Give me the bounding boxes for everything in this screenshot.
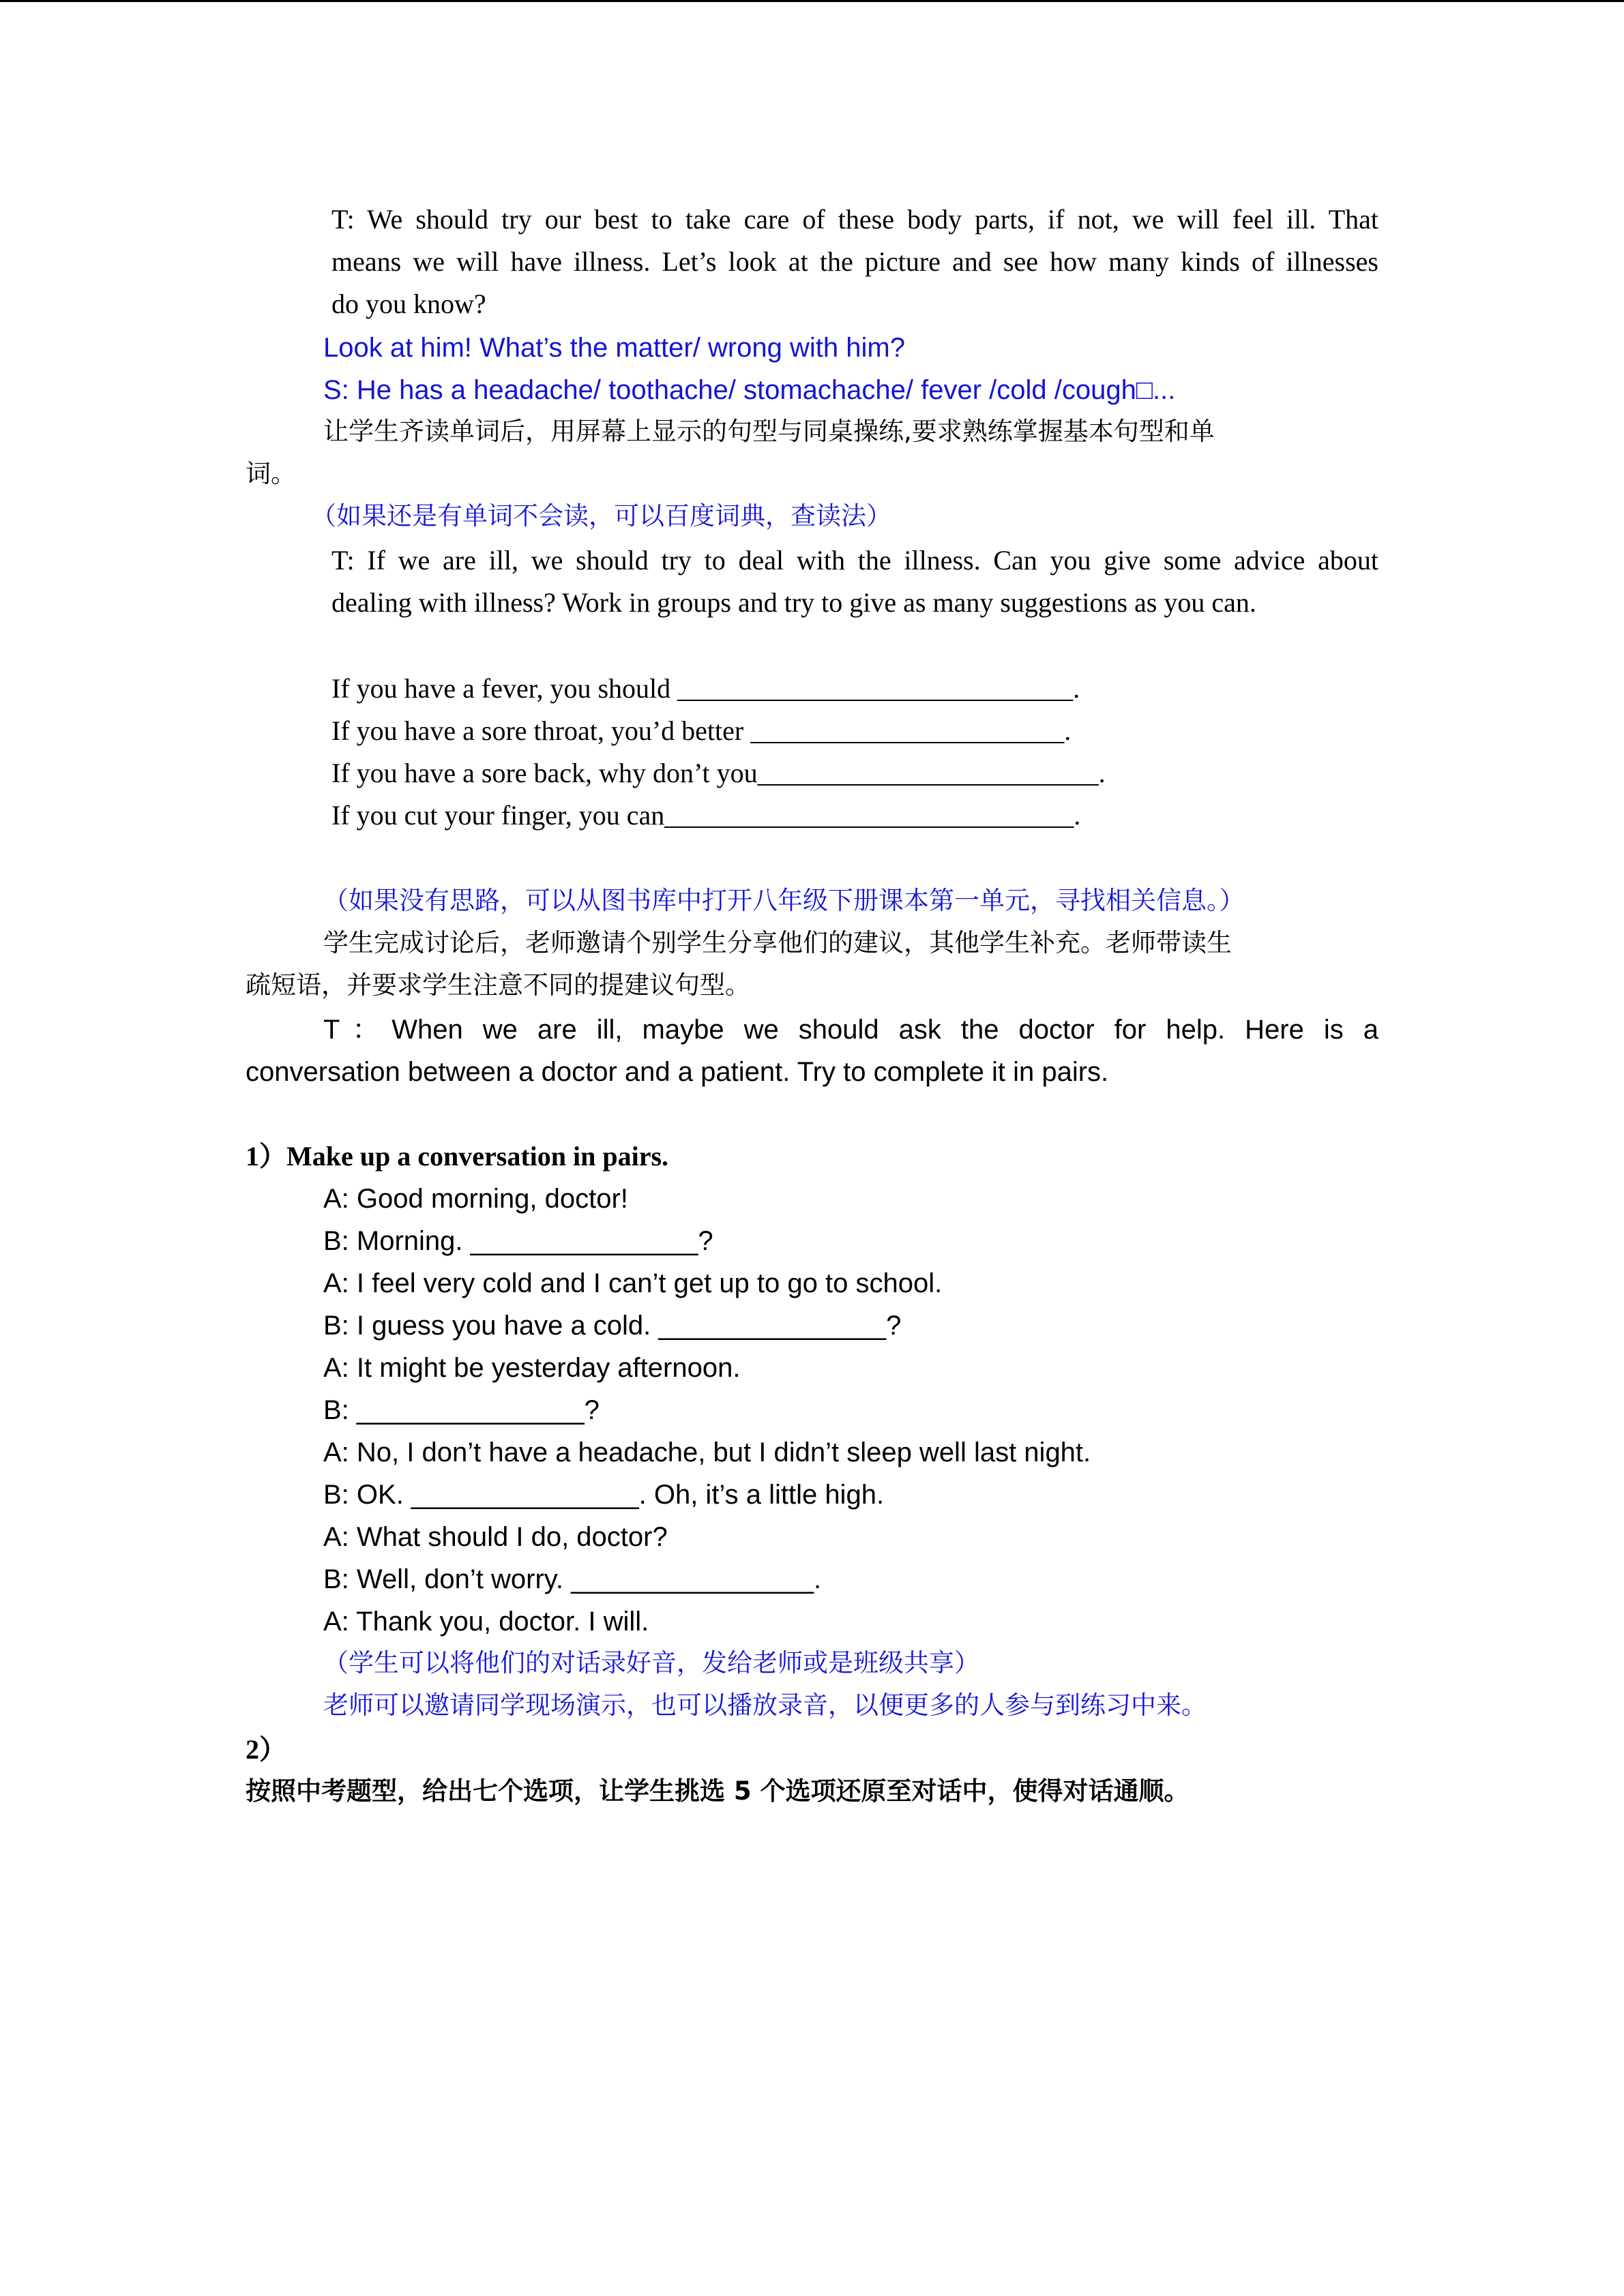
dialogue-line-2: B: Morning. _______________?	[323, 1226, 713, 1256]
dialogue-line-8: B: OK. _______________. Oh, it’s a little high.	[323, 1480, 885, 1510]
dialogue-line-1: A: Good morning, doctor!	[323, 1184, 628, 1214]
tip-2: （如果没有思路，可以从图书库中打开八年级下册课本第一单元，寻找相关信息。）	[323, 886, 1245, 915]
section-2-title: 2）	[246, 1734, 286, 1765]
blank-sentence-3: If you have a sore back, why don’t you_________________________.	[331, 758, 1106, 788]
tip-1: （如果还是有单词不会读，可以百度词典，查读法）	[311, 501, 891, 531]
dialogue-line-5: A: It might be yesterday afternoon.	[323, 1353, 741, 1383]
dialogue-line-4: B: I guess you have a cold. _______________?	[323, 1311, 902, 1341]
dialogue-line-7: A: No, I don’t have a headache, but I didn’t sleep well last night.	[323, 1437, 1091, 1467]
tip-3: （学生可以将他们的对话录好音，发给老师或是班级共享）	[323, 1648, 979, 1678]
conversation-intro-line-2: conversation between a doctor and a patient. Try to complete it in pairs.	[246, 1057, 1109, 1087]
intro-line-1: T: We should try our best to take care of these body parts, if not, we will feel ill. That	[331, 204, 1378, 235]
section-1-title: 1）Make up a conversation in pairs.	[246, 1141, 669, 1172]
page-top-border	[0, 0, 1624, 2]
section-2-text: 按照中考题型，给出七个选项，让学生挑选 5 个选项还原至对话中，使得对话通顺。	[246, 1776, 1190, 1806]
conversation-intro-line-1: T：When we are ill, maybe we should ask the doctor for help. Here is a	[323, 1015, 1378, 1045]
tip-4: 老师可以邀请同学现场演示，也可以播放录音，以便更多的人参与到练习中来。	[323, 1690, 1207, 1720]
intro-line-2: means we will have illness. Let’s look at the picture and see how many kinds of illnesses	[331, 246, 1378, 277]
advice-line-2: dealing with illness? Work in groups and try to give as many suggestions as you can.	[331, 587, 1256, 618]
dialogue-line-6: B: _______________?	[323, 1395, 600, 1425]
dialogue-line-10: B: Well, don’t worry. ________________.	[323, 1564, 822, 1594]
instruction-1-line-2: 词。	[246, 459, 296, 488]
advice-line-1: T: If we are ill, we should try to deal with the illness. Can you give some advice about	[331, 545, 1378, 576]
instruction-2-line-2: 疏短语，并要求学生注意不同的提建议句型。	[246, 970, 750, 1000]
dialogue-line-9: A: What should I do, doctor?	[323, 1522, 668, 1552]
dialogue-line-11: A: Thank you, doctor. I will.	[323, 1607, 649, 1637]
dialogue-line-3: A: I feel very cold and I can’t get up to go to school.	[323, 1268, 943, 1298]
answer-line: S: He has a headache/ toothache/ stomachache/ fever /cold /cough□...	[323, 375, 1176, 405]
intro-line-3: do you know?	[331, 288, 486, 319]
blank-sentence-4: If you cut your finger, you can______________________________.	[331, 800, 1081, 831]
instruction-1-line-1: 让学生齐读单词后，用屏幕上显示的句型与同桌操练,要求熟练掌握基本句型和单	[323, 417, 1215, 446]
blank-sentence-2: If you have a sore throat, you’d better _______________________.	[331, 715, 1072, 746]
blank-sentence-1: If you have a fever, you should _____________________________.	[331, 673, 1080, 704]
instruction-2-line-1: 学生完成讨论后，老师邀请个别学生分享他们的建议，其他学生补充。老师带读生	[323, 928, 1232, 957]
question-line: Look at him! What’s the matter/ wrong with him?	[323, 333, 905, 363]
